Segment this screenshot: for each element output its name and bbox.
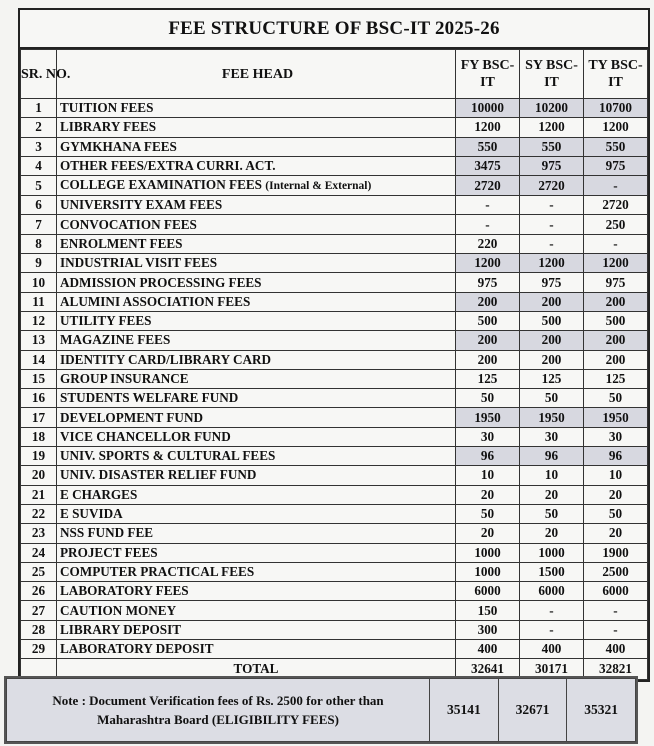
fee-head-label: CAUTION MONEY — [60, 602, 177, 618]
row-amount-fy: 50 — [456, 389, 520, 408]
row-amount-ty: 975 — [584, 156, 648, 175]
row-amount-ty: - — [584, 620, 648, 639]
row-amount-sy: 400 — [520, 640, 584, 659]
fee-head-label: NSS FUND FEE — [60, 525, 154, 541]
table-row — [21, 582, 648, 601]
fee-head-label: UNIV. SPORTS & CULTURAL FEES — [60, 448, 276, 464]
row-amount-sy: 200 — [520, 350, 584, 369]
table-row — [21, 447, 648, 466]
total-label: TOTAL — [57, 659, 456, 680]
fee-head-label: LIBRARY FEES — [60, 119, 157, 135]
row-amount-sy: - — [520, 196, 584, 215]
row-amount-ty: 50 — [584, 389, 648, 408]
eligibility-note-row — [7, 679, 636, 742]
row-fee-head — [57, 234, 456, 253]
row-sr-no: 11 — [21, 292, 57, 311]
note-ty-amount: 35321 — [567, 679, 636, 742]
row-amount-fy: 3475 — [456, 156, 520, 175]
row-fee-head — [57, 273, 456, 292]
row-amount-sy: 125 — [520, 369, 584, 388]
row-sr-no: 3 — [21, 137, 57, 156]
row-amount-sy: 1200 — [520, 254, 584, 273]
row-amount-sy: 550 — [520, 137, 584, 156]
row-amount-sy: 2720 — [520, 176, 584, 196]
row-fee-head — [57, 331, 456, 350]
eligibility-note-box — [4, 676, 638, 744]
header-fy: FY BSC-IT — [456, 50, 520, 99]
row-amount-ty: 200 — [584, 331, 648, 350]
fee-head-label: UTILITY FEES — [60, 313, 152, 329]
row-amount-sy: 975 — [520, 156, 584, 175]
note-line-1: Note : Document Verification fees of Rs. 2500 for other than — [52, 693, 384, 708]
fee-head-label: IDENTITY CARD/LIBRARY CARD — [60, 351, 272, 367]
fee-head-label: CONVOCATION FEES — [60, 216, 197, 232]
row-amount-ty: 400 — [584, 640, 648, 659]
note-line-2: Maharashtra Board (ELIGIBILITY FEES) — [97, 712, 339, 727]
header-sr-no: SR. NO. — [21, 50, 57, 99]
row-amount-fy: - — [456, 215, 520, 234]
row-amount-fy: 1000 — [456, 543, 520, 562]
row-sr-no: 14 — [21, 350, 57, 369]
row-amount-fy: 30 — [456, 427, 520, 446]
table-row — [21, 196, 648, 215]
row-amount-fy: 50 — [456, 504, 520, 523]
row-amount-ty: 125 — [584, 369, 648, 388]
row-amount-ty: 96 — [584, 447, 648, 466]
row-fee-head — [57, 427, 456, 446]
row-amount-ty: 975 — [584, 273, 648, 292]
row-amount-fy: 400 — [456, 640, 520, 659]
eligibility-note-text — [7, 679, 430, 742]
row-sr-no: 22 — [21, 504, 57, 523]
fee-table — [20, 49, 648, 680]
table-row — [21, 369, 648, 388]
row-amount-fy: 500 — [456, 311, 520, 330]
row-fee-head — [57, 137, 456, 156]
table-row — [21, 292, 648, 311]
row-amount-sy: 30 — [520, 427, 584, 446]
table-row — [21, 254, 648, 273]
row-amount-fy: 1950 — [456, 408, 520, 427]
row-fee-head — [57, 311, 456, 330]
table-row — [21, 350, 648, 369]
row-amount-ty: 1950 — [584, 408, 648, 427]
row-fee-head — [57, 485, 456, 504]
row-amount-fy: 150 — [456, 601, 520, 620]
fee-head-label: GROUP INSURANCE — [60, 371, 189, 386]
row-amount-fy: 96 — [456, 447, 520, 466]
eligibility-note-table — [6, 678, 636, 742]
row-amount-sy: 1500 — [520, 562, 584, 581]
row-sr-no: 23 — [21, 524, 57, 543]
row-sr-no: 4 — [21, 156, 57, 175]
row-sr-no: 25 — [21, 562, 57, 581]
row-amount-sy: 200 — [520, 331, 584, 350]
row-amount-fy: 20 — [456, 485, 520, 504]
header-fee-head: FEE HEAD — [57, 50, 456, 99]
row-amount-sy: 1200 — [520, 118, 584, 137]
table-header-row — [21, 50, 648, 99]
row-sr-no: 26 — [21, 582, 57, 601]
row-amount-fy: 6000 — [456, 582, 520, 601]
fee-head-label: PROJECT FEES — [60, 544, 158, 560]
table-row — [21, 389, 648, 408]
fee-head-label: INDUSTRIAL VISIT FEES — [60, 255, 218, 271]
row-amount-sy: - — [520, 620, 584, 639]
table-row — [21, 137, 648, 156]
total-ty: 32821 — [584, 659, 648, 680]
row-fee-head — [57, 292, 456, 311]
row-amount-ty: 20 — [584, 485, 648, 504]
fee-head-label: COMPUTER PRACTICAL FEES — [60, 563, 255, 579]
total-fy: 32641 — [456, 659, 520, 680]
row-amount-ty: 20 — [584, 524, 648, 543]
row-fee-head — [57, 504, 456, 523]
row-amount-fy: 220 — [456, 234, 520, 253]
row-amount-sy: 200 — [520, 292, 584, 311]
row-sr-no: 27 — [21, 601, 57, 620]
row-amount-sy: 1950 — [520, 408, 584, 427]
row-amount-fy: - — [456, 196, 520, 215]
table-row — [21, 543, 648, 562]
table-row — [21, 234, 648, 253]
row-amount-fy: 2720 — [456, 176, 520, 196]
row-fee-head — [57, 118, 456, 137]
row-fee-head — [57, 99, 456, 118]
table-row — [21, 99, 648, 118]
row-fee-head — [57, 524, 456, 543]
row-amount-ty: 1200 — [584, 118, 648, 137]
total-sy: 30171 — [520, 659, 584, 680]
row-sr-no: 17 — [21, 408, 57, 427]
row-amount-ty: 2720 — [584, 196, 648, 215]
row-fee-head — [57, 640, 456, 659]
row-amount-sy: - — [520, 234, 584, 253]
row-fee-head — [57, 466, 456, 485]
row-amount-ty: 6000 — [584, 582, 648, 601]
row-amount-fy: 10 — [456, 466, 520, 485]
row-amount-sy: 10 — [520, 466, 584, 485]
row-amount-sy: 6000 — [520, 582, 584, 601]
row-sr-no: 8 — [21, 234, 57, 253]
table-row — [21, 118, 648, 137]
row-fee-head — [57, 620, 456, 639]
fee-head-label: MAGAZINE FEES — [60, 332, 171, 348]
row-sr-no: 13 — [21, 331, 57, 350]
row-sr-no: 7 — [21, 215, 57, 234]
fee-head-label: COLLEGE EXAMINATION FEES — [60, 177, 262, 193]
table-row — [21, 562, 648, 581]
table-row — [21, 156, 648, 175]
row-fee-head — [57, 350, 456, 369]
row-fee-head — [57, 543, 456, 562]
row-amount-fy: 1200 — [456, 254, 520, 273]
row-amount-sy: 500 — [520, 311, 584, 330]
row-amount-ty: 10700 — [584, 99, 648, 118]
fee-head-label: ENROLMENT FEES — [60, 235, 183, 251]
table-row — [21, 601, 648, 620]
row-amount-ty: 10 — [584, 466, 648, 485]
row-sr-no: 29 — [21, 640, 57, 659]
row-sr-no: 18 — [21, 427, 57, 446]
table-row — [21, 176, 648, 196]
fee-head-label: DEVELOPMENT FUND — [60, 409, 203, 425]
row-amount-sy: 975 — [520, 273, 584, 292]
row-amount-fy: 1200 — [456, 118, 520, 137]
row-sr-no: 10 — [21, 273, 57, 292]
row-amount-sy: 20 — [520, 524, 584, 543]
fee-head-label: E CHARGES — [60, 486, 138, 502]
row-fee-head — [57, 582, 456, 601]
row-amount-ty: 500 — [584, 311, 648, 330]
header-ty: TY BSC-IT — [584, 50, 648, 99]
row-amount-fy: 300 — [456, 620, 520, 639]
row-sr-no: 9 — [21, 254, 57, 273]
row-amount-ty: 1200 — [584, 254, 648, 273]
row-amount-sy: 50 — [520, 504, 584, 523]
row-sr-no: 20 — [21, 466, 57, 485]
fee-head-label: UNIV. DISASTER RELIEF FUND — [60, 467, 257, 483]
fee-head-label: TUITION FEES — [60, 100, 154, 116]
fee-head-label: UNIVERSITY EXAM FEES — [60, 197, 223, 213]
row-amount-fy: 20 — [456, 524, 520, 543]
fee-head-label: LIBRARY DEPOSIT — [60, 621, 182, 637]
fee-head-label: VICE CHANCELLOR FUND — [60, 428, 231, 444]
row-amount-ty: 50 — [584, 504, 648, 523]
fee-structure-sheet — [18, 8, 650, 682]
fee-head-note: (Internal & External) — [265, 180, 372, 193]
note-fy-amount: 35141 — [430, 679, 499, 742]
row-amount-ty: - — [584, 601, 648, 620]
row-amount-ty: 200 — [584, 350, 648, 369]
row-sr-no: 28 — [21, 620, 57, 639]
header-sy: SY BSC-IT — [520, 50, 584, 99]
row-fee-head — [57, 254, 456, 273]
table-row — [21, 620, 648, 639]
page-title: FEE STRUCTURE OF BSC-IT 2025-26 — [20, 10, 648, 49]
fee-head-label: ADMISSION PROCESSING FEES — [60, 274, 262, 290]
row-sr-no: 5 — [21, 176, 57, 196]
fee-table-body — [21, 99, 648, 659]
row-amount-sy: 96 — [520, 447, 584, 466]
fee-head-label: OTHER FEES/EXTRA CURRI. ACT. — [60, 158, 276, 174]
table-row — [21, 331, 648, 350]
row-fee-head — [57, 601, 456, 620]
fee-head-label: STUDENTS WELFARE FUND — [60, 390, 239, 406]
table-row — [21, 640, 648, 659]
row-fee-head — [57, 196, 456, 215]
row-amount-fy: 975 — [456, 273, 520, 292]
row-amount-sy: - — [520, 215, 584, 234]
row-sr-no: 6 — [21, 196, 57, 215]
row-amount-sy: 20 — [520, 485, 584, 504]
table-row — [21, 524, 648, 543]
row-amount-ty: 1900 — [584, 543, 648, 562]
row-amount-ty: 250 — [584, 215, 648, 234]
note-sy-amount: 32671 — [498, 679, 567, 742]
row-sr-no: 21 — [21, 485, 57, 504]
row-amount-fy: 550 — [456, 137, 520, 156]
row-fee-head — [57, 389, 456, 408]
row-sr-no: 16 — [21, 389, 57, 408]
row-fee-head — [57, 176, 456, 196]
row-amount-sy: 50 — [520, 389, 584, 408]
row-fee-head — [57, 562, 456, 581]
row-amount-ty: - — [584, 176, 648, 196]
row-sr-no: 1 — [21, 99, 57, 118]
row-sr-no: 24 — [21, 543, 57, 562]
table-row — [21, 273, 648, 292]
row-amount-ty: 30 — [584, 427, 648, 446]
row-amount-fy: 125 — [456, 369, 520, 388]
fee-head-label: ALUMINI ASSOCIATION FEES — [60, 293, 251, 309]
row-amount-fy: 1000 — [456, 562, 520, 581]
fee-head-label: E SUVIDA — [60, 506, 123, 522]
row-sr-no: 15 — [21, 369, 57, 388]
row-amount-sy: 1000 — [520, 543, 584, 562]
fee-head-label: LABORATORY FEES — [60, 583, 189, 599]
row-fee-head — [57, 156, 456, 175]
row-fee-head — [57, 408, 456, 427]
row-amount-ty: 200 — [584, 292, 648, 311]
row-amount-ty: 2500 — [584, 562, 648, 581]
table-row — [21, 408, 648, 427]
row-sr-no: 19 — [21, 447, 57, 466]
row-sr-no: 2 — [21, 118, 57, 137]
table-row — [21, 427, 648, 446]
row-fee-head — [57, 369, 456, 388]
row-amount-fy: 200 — [456, 350, 520, 369]
row-sr-no: 12 — [21, 311, 57, 330]
table-row — [21, 504, 648, 523]
table-row — [21, 466, 648, 485]
row-amount-sy: 10200 — [520, 99, 584, 118]
row-fee-head — [57, 447, 456, 466]
table-row — [21, 485, 648, 504]
row-amount-sy: - — [520, 601, 584, 620]
table-row — [21, 311, 648, 330]
row-amount-fy: 200 — [456, 331, 520, 350]
row-amount-fy: 200 — [456, 292, 520, 311]
row-amount-ty: 550 — [584, 137, 648, 156]
row-amount-fy: 10000 — [456, 99, 520, 118]
fee-head-label: LABORATORY DEPOSIT — [60, 641, 214, 657]
row-fee-head — [57, 215, 456, 234]
row-amount-ty: - — [584, 234, 648, 253]
table-row — [21, 215, 648, 234]
fee-head-label: GYMKHANA FEES — [60, 138, 177, 154]
